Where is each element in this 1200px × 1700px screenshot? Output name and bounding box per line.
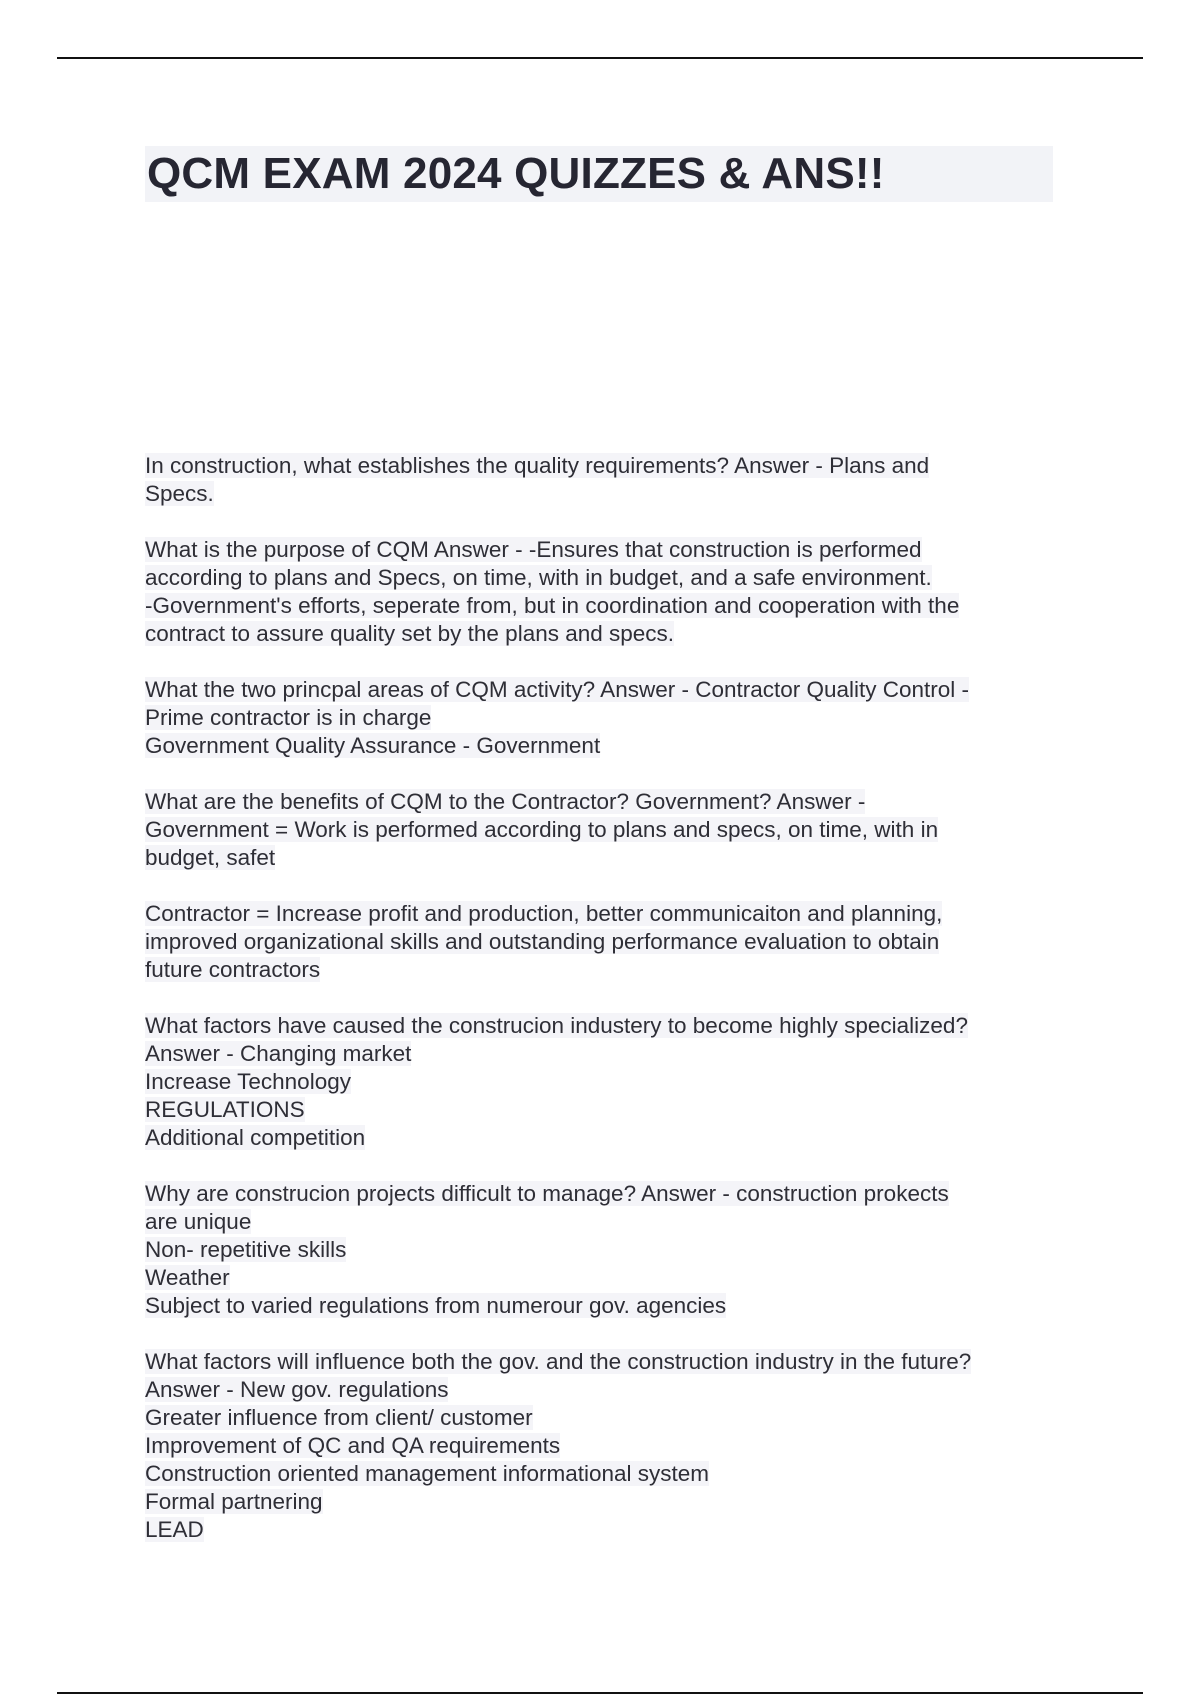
qa-line-text: Weather — [145, 1265, 230, 1290]
qa-line-text: Increase Technology — [145, 1069, 351, 1094]
qa-line-text: Construction oriented management informational system — [145, 1461, 710, 1486]
bottom-rule — [57, 1692, 1143, 1694]
qa-block — [145, 1348, 1065, 1544]
qa-line — [145, 1208, 1065, 1236]
qa-line-text: LEAD — [145, 1517, 204, 1542]
qa-line — [145, 1040, 1065, 1068]
qa-line-text: Prime contractor is in charge — [145, 705, 432, 730]
qa-line — [145, 620, 1065, 648]
qa-block — [145, 900, 1065, 984]
qa-line — [145, 788, 1065, 816]
qa-line — [145, 536, 1065, 564]
qa-line-text: Additional competition — [145, 1125, 366, 1150]
qa-line — [145, 816, 1065, 844]
qa-line-text: Government = Work is performed according to plans and specs, on time, with in — [145, 817, 939, 842]
qa-line — [145, 676, 1065, 704]
title-bar — [145, 146, 1053, 202]
qa-line-text: Why are construcion projects difficult to manage? Answer - construction prokects — [145, 1181, 949, 1206]
qa-line — [145, 452, 1065, 480]
qa-line — [145, 1516, 1065, 1544]
qa-line — [145, 1348, 1065, 1376]
qa-line-text: according to plans and Specs, on time, with in budget, and a safe environment. — [145, 565, 932, 590]
qa-line-text: Greater influence from client/ customer — [145, 1405, 533, 1430]
qa-line-text: -Government's efforts, seperate from, but in coordination and cooperation with the — [145, 593, 960, 618]
qa-line-text: improved organizational skills and outstanding performance evaluation to obtain — [145, 929, 940, 954]
qa-line — [145, 1488, 1065, 1516]
qa-line-text: Answer - New gov. regulations — [145, 1377, 449, 1402]
qa-line-text: Non- repetitive skills — [145, 1237, 347, 1262]
qa-line-text: Improvement of QC and QA requirements — [145, 1433, 561, 1458]
qa-line — [145, 844, 1065, 872]
qa-line-text: What factors will influence both the gov. and the construction industry in the future? — [145, 1349, 972, 1374]
qa-line-text: What factors have caused the construcion industery to become highly specialized? — [145, 1013, 968, 1038]
qa-block — [145, 452, 1065, 508]
qa-line — [145, 1068, 1065, 1096]
qa-line-text: are unique — [145, 1209, 252, 1234]
qa-line-text: REGULATIONS — [145, 1097, 305, 1122]
qa-line — [145, 1404, 1065, 1432]
qa-line — [145, 1376, 1065, 1404]
qa-block — [145, 1012, 1065, 1152]
qa-block — [145, 1180, 1065, 1320]
qa-line — [145, 592, 1065, 620]
qa-line-text: What are the benefits of CQM to the Contractor? Government? Answer - — [145, 789, 866, 814]
qa-line-text: In construction, what establishes the quality requirements? Answer - Plans and — [145, 453, 930, 478]
qa-line-text: Contractor = Increase profit and production, better communicaiton and planning, — [145, 901, 943, 926]
qa-line — [145, 1460, 1065, 1488]
qa-line — [145, 1432, 1065, 1460]
qa-line-text: Subject to varied regulations from numerour gov. agencies — [145, 1293, 727, 1318]
qa-line — [145, 1292, 1065, 1320]
qa-line — [145, 1096, 1065, 1124]
qa-line — [145, 928, 1065, 956]
qa-line — [145, 1012, 1065, 1040]
qa-line-text: What the two princpal areas of CQM activity? Answer - Contractor Quality Control - — [145, 677, 970, 702]
top-rule — [57, 57, 1143, 59]
qa-block — [145, 788, 1065, 872]
document-title: QCM EXAM 2024 QUIZZES & ANS!! — [147, 149, 885, 198]
qa-line-text: Answer - Changing market — [145, 1041, 412, 1066]
qa-line-text: Specs. — [145, 481, 214, 506]
qa-line — [145, 1236, 1065, 1264]
qa-line — [145, 1180, 1065, 1208]
qa-line-text: contract to assure quality set by the plans and specs. — [145, 621, 675, 646]
qa-line — [145, 480, 1065, 508]
qa-line — [145, 564, 1065, 592]
qa-line — [145, 1124, 1065, 1152]
qa-line-text: Formal partnering — [145, 1489, 323, 1514]
qa-line — [145, 1264, 1065, 1292]
qa-line-text: budget, safet — [145, 845, 276, 870]
qa-line-text: Government Quality Assurance - Government — [145, 733, 601, 758]
qa-line-text: future contractors — [145, 957, 321, 982]
qa-line-text: What is the purpose of CQM Answer - -Ensures that construction is performed — [145, 537, 922, 562]
qa-line — [145, 732, 1065, 760]
qa-block — [145, 676, 1065, 760]
qa-list — [145, 452, 1065, 1572]
qa-line — [145, 704, 1065, 732]
qa-block — [145, 536, 1065, 648]
qa-line — [145, 956, 1065, 984]
qa-line — [145, 900, 1065, 928]
